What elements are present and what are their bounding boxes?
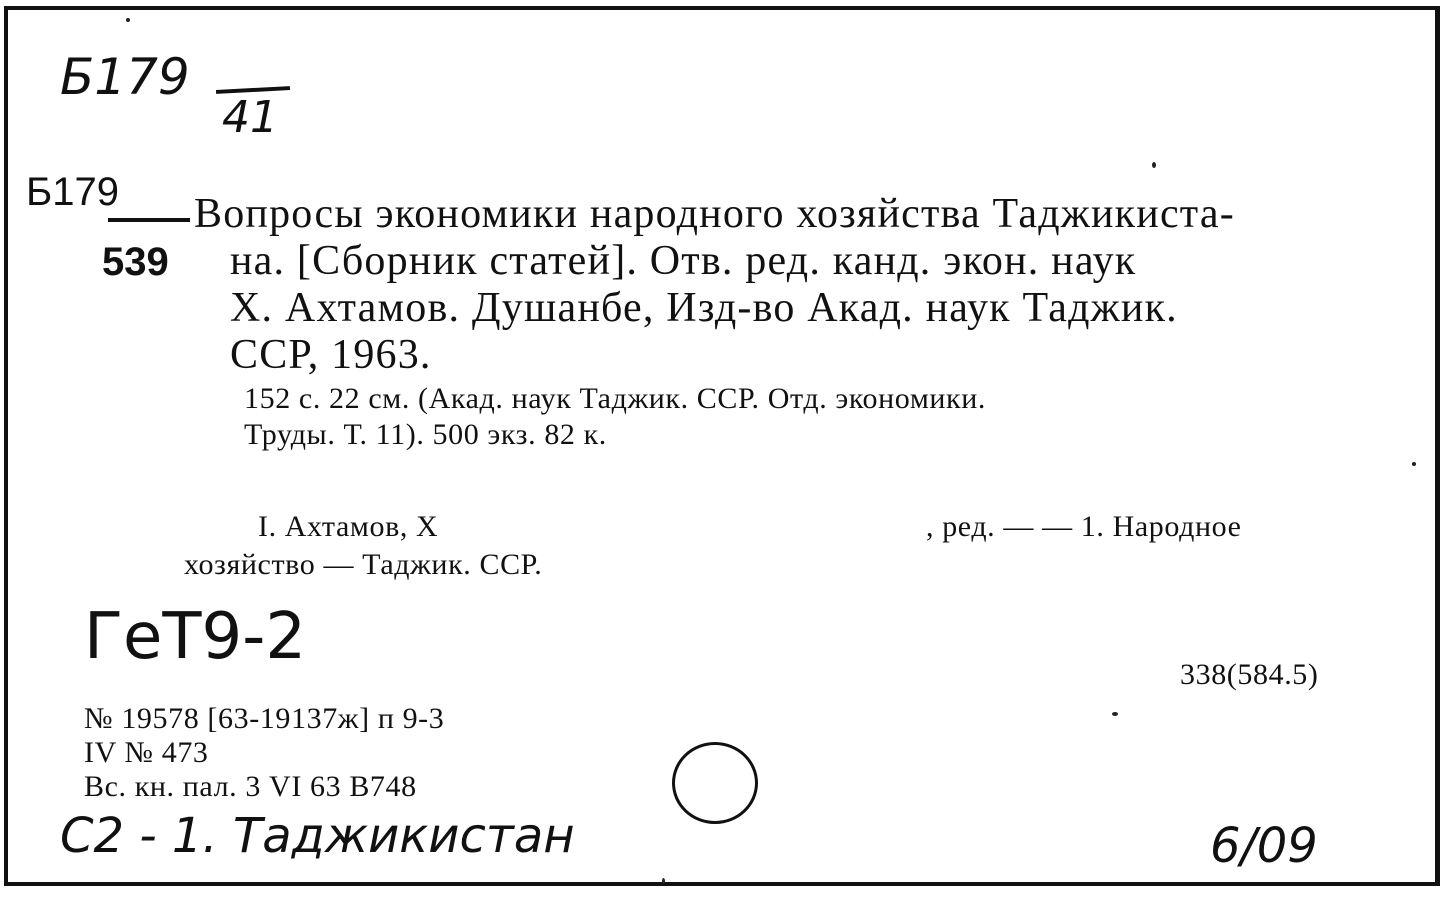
footer-line-2: IV № 473	[84, 736, 209, 769]
classification-number: 338(584.5)	[1180, 658, 1319, 691]
tracing-editor: I. Ахтамов, Х	[258, 510, 439, 543]
scan-speck	[1112, 712, 1118, 716]
handwritten-subject-note: С2 - 1. Таджикистан	[60, 808, 575, 864]
footer-line-1: № 19578 [63-19137ж] п 9-3	[84, 702, 445, 735]
handwritten-code: ГеТ9-2	[84, 600, 307, 674]
shelfmark-divider	[108, 218, 190, 222]
entry-title-line-4: ССР, 1963.	[230, 332, 432, 378]
tracing-subject: , ред. — — 1. Народное	[926, 510, 1242, 543]
entry-title-line-2: на. [Сборник статей]. Отв. ред. канд. экон. наук	[230, 238, 1137, 284]
scan-speck	[1152, 162, 1156, 168]
entry-title-line-3: Х. Ахтамов. Душанбе, Изд-во Акад. наук Таджик.	[230, 285, 1178, 331]
handwritten-call-number: Б179	[60, 48, 190, 106]
handwritten-date-note: 6/09	[1210, 818, 1318, 874]
shelfmark-top: Б179	[26, 170, 119, 214]
shelfmark-bottom: 539	[102, 240, 169, 284]
stamp-circle	[672, 742, 758, 824]
scan-speck	[662, 878, 665, 884]
entry-collation-line-1: 152 с. 22 см. (Акад. наук Таджик. ССР. Отд. экономики.	[244, 382, 986, 415]
scan-speck	[1412, 462, 1416, 466]
scan-speck	[126, 18, 130, 22]
handwritten-fraction: 41	[222, 92, 278, 143]
entry-title-line-1: Вопросы экономики народного хозяйства Таджикиста-	[194, 191, 1235, 237]
tracing-subject-continued: хозяйство — Таджик. ССР.	[184, 548, 543, 581]
entry-collation-line-2: Труды. Т. 11). 500 экз. 82 к.	[244, 418, 607, 451]
footer-line-3: Вс. кн. пал. 3 VI 63 В748	[84, 770, 417, 803]
